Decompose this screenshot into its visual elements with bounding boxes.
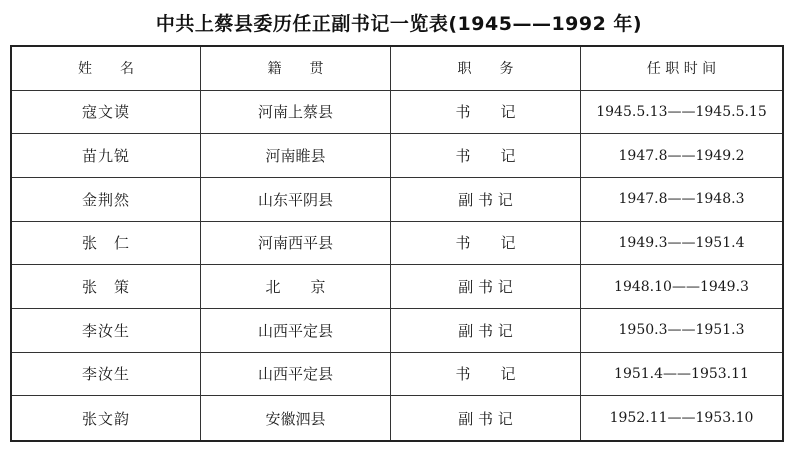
table-cell-origin: 河南上蔡县 [201,91,391,135]
table-cell-position: 书 记 [391,353,581,397]
table-cell-position: 书 记 [391,91,581,135]
table-cell-term: 1952.11——1953.10 [609,410,754,427]
table-cell-origin: 河南西平县 [201,222,391,266]
table-cell-term: 1950.3——1951.3 [581,309,782,353]
table-cell-term: 1947.8——1949.2 [581,134,782,178]
table-cell-term: 1945.5.13——1945.5.15 [581,91,782,135]
table-cell-name: 李汝生 [12,309,201,353]
table-cell-origin: 北 京 [201,265,391,309]
secretaries-table [10,45,784,442]
column-header-term: 任 职 时 间 [581,47,782,91]
table-cell-position: 副 书 记 [391,309,581,353]
table-cell-term: 1947.8——1948.3 [581,178,782,222]
table-cell-name: 苗九锐 [12,134,201,178]
table-cell-origin: 安徽泗县 [201,396,391,440]
table-cell-term: 1948.10——1949.3 [581,265,782,309]
table-cell-origin: 山东平阴县 [201,178,391,222]
table-cell-position: 副 书 记 [391,178,581,222]
table-cell-term: 1949.3——1951.4 [581,222,782,266]
table-cell-position: 副 书 记 [391,265,581,309]
table-cell-term: 1951.4——1953.11 [581,353,782,397]
table-cell-name: 金荆然 [12,178,201,222]
column-header-origin: 籍 贯 [201,47,391,91]
table-cell-name: 张 策 [12,265,201,309]
table-cell-origin: 河南睢县 [201,134,391,178]
table-cell-name: 李汝生 [12,353,201,397]
table-cell-name: 张文韵 [12,396,201,440]
column-header-position: 职 务 [391,47,581,91]
column-header-name: 姓 名 [12,47,201,91]
table-cell-origin: 山西平定县 [201,309,391,353]
table-cell-position: 副 书 记 [391,396,581,440]
table-cell-position: 书 记 [391,222,581,266]
table-cell-position: 书 记 [391,134,581,178]
table-cell-name: 寇文谟 [12,91,201,135]
table-cell-origin: 山西平定县 [201,353,391,397]
page-title: 中共上蔡县委历任正副书记一览表(1945——1992 年) [155,13,643,35]
table-cell-name: 张 仁 [12,222,201,266]
